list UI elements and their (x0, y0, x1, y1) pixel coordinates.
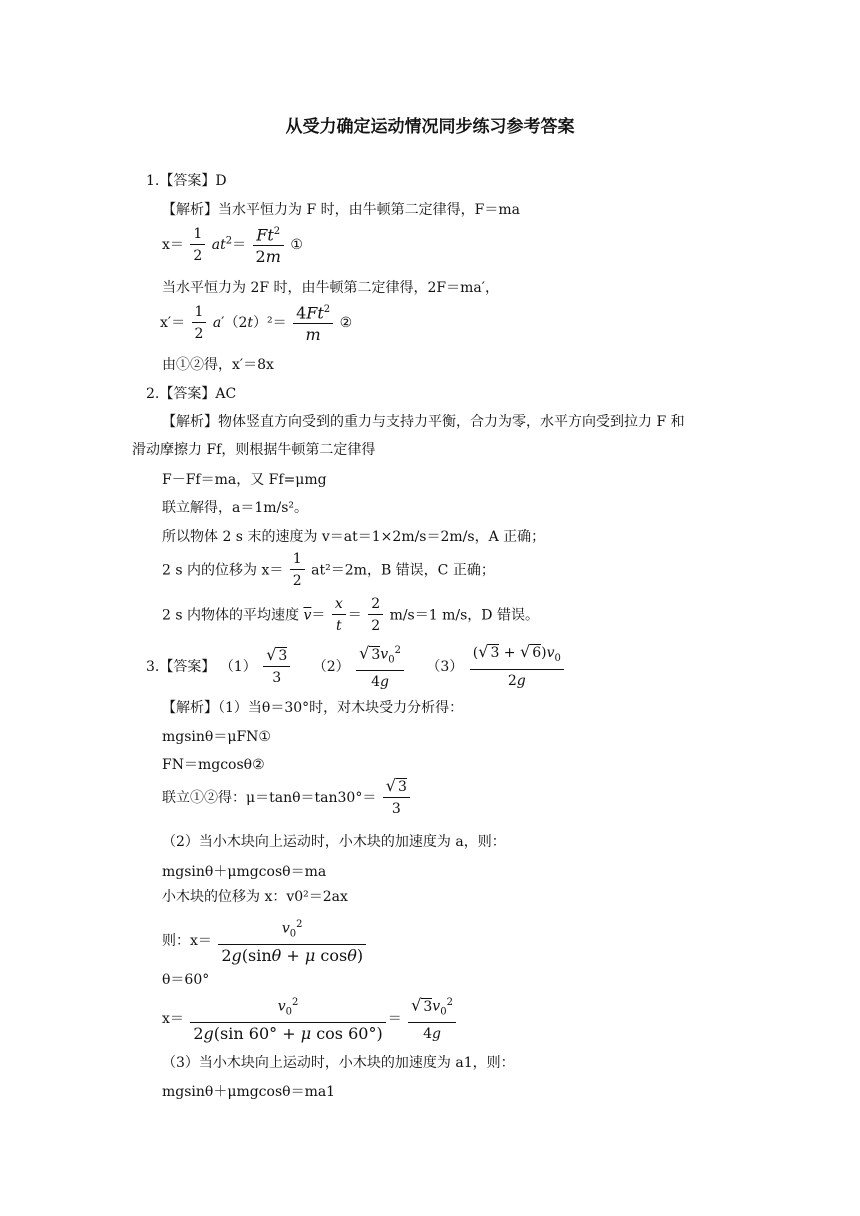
q2-analysis-line-2: 滑动摩擦力 Ff，则根据牛顿第二定律得 (132, 442, 376, 458)
fraction-v0-over-denominator: $\frac{v_0^2}{\text{2g(sinθ + μ cosθ)}}$ (218, 915, 366, 967)
fraction-half: $\frac{1}{2}$ (192, 302, 207, 345)
circle-2: ② (339, 315, 353, 332)
formula-prefix: x′＝ (160, 315, 186, 332)
q3-x-result: x＝ $\frac{v_0^2}{\text{2g(sin 60° + μ cos 60°)}}$ ＝ $\frac{√ 3v_0^2}{4g}$ (162, 993, 458, 1045)
q3-equation-5: mgsinθ＋μmgcosθ＝ma1 (162, 1084, 336, 1100)
q2-displacement (162, 549, 495, 592)
q2-analysis-line-5: 所以物体 2 s 末的速度为 v＝at＝1×2m/s＝2m/s，A 正确； (162, 529, 546, 545)
q1-formula-x: x＝ $\frac{1}{2}$ $at^2=$ $\frac{Ft^2}{2m}$ ① (162, 222, 303, 268)
q3-equation-2: FN＝mgcosθ② (162, 757, 265, 773)
q1-conclusion: 由①②得，x′＝8x (162, 357, 274, 373)
formula-prefix: 2 s 内物体的平均速度 (162, 607, 299, 624)
fraction-sqrt3-sqrt6-v0-2g: $\frac{(√ 3 + √ 6)v_0}{2g}$ (470, 642, 564, 692)
q3-x-formula (162, 915, 368, 967)
q3-equation-1: mgsinθ＝μFN① (162, 729, 271, 745)
formula-prefix: 2 s 内的位移为 x＝ (162, 562, 284, 579)
fraction-sqrt3v0-4g: $\frac{√ 3v_0^2}{4g}$ (356, 641, 404, 693)
q3-mu-result (162, 776, 412, 820)
q3-analysis-line-5: （2）当小木块向上运动时，小木块的加速度为 a，则： (162, 834, 506, 850)
q1-analysis-line-3: 当水平恒力为 2F 时，由牛顿第二定律得，2F＝ma′， (162, 280, 499, 296)
fraction-2-2: $\frac{2}{2}$ (368, 594, 383, 637)
answer-part-1-label: （1） (219, 659, 257, 676)
q1-answer: 1.【答案】D (146, 173, 227, 189)
q2-average-velocity: 2 s 内物体的平均速度 $\overline{v}=$ $\frac{x}{t}$ ＝ $\frac{2}{2}$ m/s＝1 m/s，D 错误。 (162, 594, 539, 637)
q2-analysis-line-1: 【解析】物体竖直方向受到的重力与支持力平衡，合力为零，水平方向受到拉力 F 和 (162, 414, 685, 430)
fraction-ft2-2m: $\frac{Ft^2}{2m}$ (253, 222, 284, 268)
page-title: 从受力确定运动情况同步练习参考答案 (285, 117, 575, 137)
q3-equation-3: mgsinθ＋μmgcosθ＝ma (162, 864, 327, 880)
fraction-v0-over-60: $\frac{v_0^2}{\text{2g(sin 60° + μ cos 60°)}}$ (190, 993, 385, 1045)
q2-analysis-line-3: F－Ff＝ma，又 Ff=μmg (162, 472, 327, 488)
q3-answer (146, 641, 566, 693)
fraction-sqrt3v0-4g: $\frac{√ 3v_0^2}{4g}$ (408, 993, 456, 1045)
circle-1: ① (290, 237, 303, 254)
fraction-4ft2-m: $\frac{4Ft^2}{m}$ (293, 300, 333, 346)
formula-prefix: x＝ (162, 237, 184, 254)
fraction-half: $\frac{1}{2}$ (190, 224, 205, 267)
q1-analysis-line-1: 【解析】当水平恒力为 F 时，由牛顿第二定律得，F＝ma (162, 202, 520, 218)
formula-prefix: x＝ (162, 1011, 184, 1028)
answer-part-2-label: （2） (312, 659, 350, 676)
formula-suffix: at²＝2m，B 错误，C 正确； (311, 562, 495, 579)
q2-analysis-line-4: 联立解得，a＝1m/s²。 (162, 500, 309, 516)
q3-analysis-line-1: 【解析】（1）当θ＝30°时，对木块受力分析得： (162, 700, 464, 716)
fraction-x-t: $\frac{x}{t}$ (332, 594, 346, 637)
q2-answer: 2.【答案】AC (146, 386, 237, 402)
formula-prefix: 则：x＝ (162, 933, 212, 950)
formula-prefix: 联立①②得：μ＝tanθ＝tan30°＝ (162, 790, 377, 806)
formula-suffix: m/s＝1 m/s，D 错误。 (389, 607, 539, 624)
q3-theta-60: θ＝60° (162, 972, 210, 988)
q3-analysis-line-11: （3）当小木块向上运动时，小木块的加速度为 a1，则： (162, 1055, 515, 1071)
fraction-sqrt3-3: $\frac{√ 3}{3}$ (263, 645, 290, 689)
fraction-sqrt3-3: $\frac{√ 3}{3}$ (383, 776, 410, 820)
answer-head: 3.【答案】 (146, 659, 216, 676)
q1-formula-x-prime: x′＝ $\frac{1}{2}$ a′（2t）²＝ $\frac{4Ft^2}{m}$ ② (160, 300, 352, 346)
q3-equation-4: 小木块的位移为 x：v0²＝2ax (162, 889, 348, 905)
answer-part-3-label: （3） (426, 659, 464, 676)
fraction-half: $\frac{1}{2}$ (290, 549, 305, 592)
